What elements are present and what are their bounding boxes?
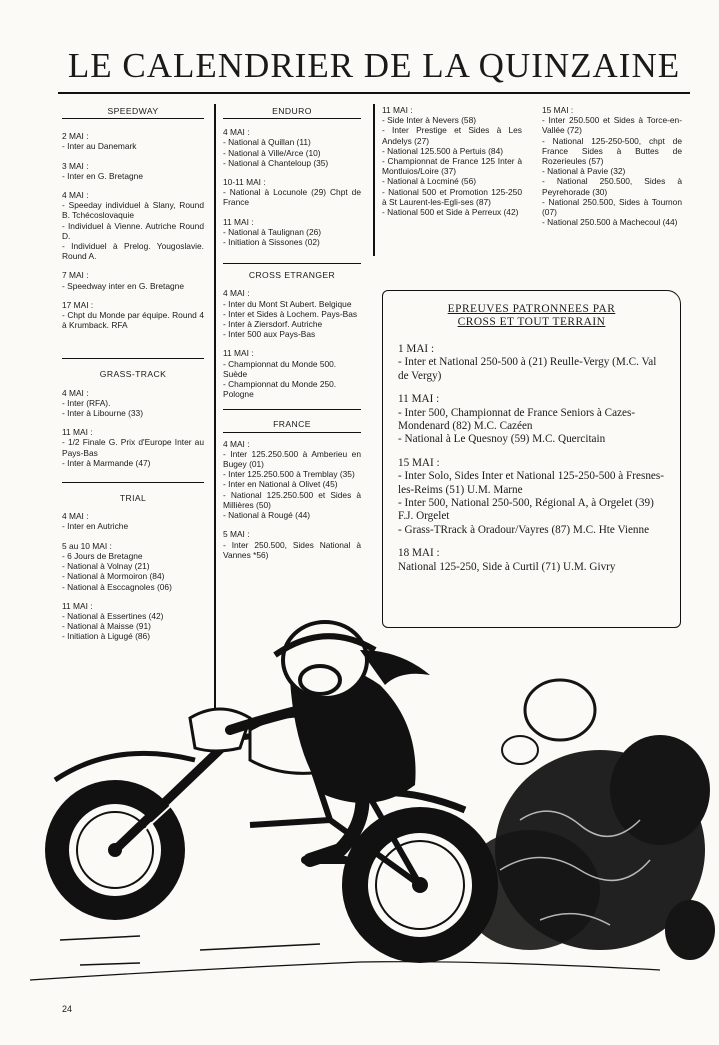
section-heading-france: FRANCE: [273, 419, 311, 430]
title-rule: [58, 92, 690, 94]
enduro-list: [223, 127, 361, 247]
list-item: 5 au 10 MAI : - 6 Jours de Bretagne - National à Volnay (21) - National à Mormoiron (84) - National à Esccagnoles (06): [62, 540, 172, 592]
list-item: 17 MAI : - Chpt du Monde par équipe. Round 4 à Krumback. RFA: [62, 299, 204, 331]
section-heading-enduro: ENDURO: [272, 106, 312, 116]
column-cross-11-mai: [382, 105, 522, 217]
column-cross-15-mai: [542, 105, 682, 227]
box-list: [398, 343, 666, 584]
section-divider: [62, 482, 204, 483]
list-item: 7 MAI : - Speedway inter en G. Bretagne: [62, 270, 184, 291]
list-item: 2 MAI : - Inter au Danemark: [62, 131, 137, 152]
section-heading-grass-track: GRASS-TRACK: [99, 369, 167, 380]
list-item: 11 MAI : - National à Taulignan (26) - Initiation à Sissones (02): [223, 216, 322, 248]
list-item: 1 MAI : - Inter et National 250-500 à (21) Reulle-Vergy (M.C. Val de Vergy): [398, 343, 657, 382]
list-item: 10-11 MAI : - National à Locunole (29) Chpt de France: [223, 177, 361, 208]
france-list: [223, 439, 361, 560]
list-item: 4 MAI : - Inter (RFA). - Inter à Libourne (33): [62, 387, 144, 419]
column-enduro-cross-france: [223, 106, 361, 560]
list-item: 11 MAI : - Inter 500, Championnat de France Seniors à Cazes-Mondenard (82) M.C. Cazéen - National à Le Quesnoy (59) M.C. Quercitain: [398, 393, 636, 446]
ground-line: [30, 962, 660, 980]
list-item: 11 MAI : - National à Essertines (42) - National à Maisse (91) - Initiation à Ligugé (86): [62, 600, 164, 642]
goggles: [300, 666, 340, 694]
list-item: 5 MAI : - Inter 250.500, Sides National à Vannes *56): [223, 529, 361, 560]
list-item: 4 MAI : - Speeday individuel à Slany, Round B. Tchécoslovaquie - Individuel à Vienne. Autriche Round D. - Individuel à Prelog. Yougoslavie. Round A.: [62, 190, 204, 262]
grass-track-list: [62, 388, 204, 468]
list-item: 18 MAI : National 125-250, Side à Curtil (71) U.M. Givry: [398, 547, 616, 573]
section-heading-speedway: SPEEDWAY: [107, 106, 159, 116]
list-item: 4 MAI : - Inter du Mont St Aubert. Belgique - Inter et Sides à Lochem. Pays-Bas - Inter à Ziersdorf. Autriche - Inter 500 aux Pays-Bas: [223, 288, 358, 340]
section-heading-trial: TRIAL: [119, 493, 147, 504]
speed-lines: [60, 936, 320, 965]
section-divider: [223, 263, 361, 264]
section-divider: [62, 118, 204, 119]
front-fender: [55, 753, 195, 780]
page-number: 24: [62, 1004, 73, 1014]
section-divider: [223, 409, 361, 410]
list-item: 15 MAI : - Inter 250.500 et Sides à Torce-en-Vallée (72) - National 125-250-500, chpt de France Sides à Buttes de Rozerieules (57) - National à Pavie (32) - National 250.500, Sides à Peyrehorade (30) - National 250.500, Sides à Tournon (07) - National 250.500 à Machecoul (44): [542, 105, 682, 228]
column-speedway-grass-trial: [62, 106, 204, 642]
list-item: 4 MAI : - National à Quillan (11) - National à Ville/Arce (10) - National à Chanteloup (35): [223, 127, 329, 168]
column-divider: [373, 104, 375, 256]
section-heading-cross-etranger: CROSS ETRANGER: [248, 270, 336, 281]
list-item: 11 MAI : - 1/2 Finale G. Prix d'Europe Inter au Pays-Bas - Inter à Marmande (47): [62, 427, 204, 468]
section-divider: [62, 358, 204, 359]
section-divider: [223, 118, 361, 119]
list-item: 11 MAI : - Championnat du Monde 500. Suède - Championnat du Monde 250. Pologne: [223, 348, 337, 400]
speedway-list: [62, 131, 204, 330]
list-item: 11 MAI : - Side Inter à Nevers (58) - Inter Prestige et Sides à Les Andelys (27) - National 125.500 à Pertuis (84) - Championnat de France 125 Inter à Montluios/Loire (37) - National à Locminé (56) - National 500 et Promotion 125-250 à St Laurent-les-Egli-ses (87) - National 500 et Side à Perreux (42): [382, 105, 522, 218]
cross-etranger-list: [223, 288, 361, 399]
box-heading: EPREUVES PATRONNEES PAR CROSS ET TOUT TERRAIN: [447, 303, 616, 328]
motocross-rider-illustration: [0, 620, 719, 1020]
list-item: 4 MAI : - Inter en Autriche: [62, 511, 129, 532]
section-divider: [223, 432, 361, 433]
page-title: LE CALENDRIER DE LA QUINZAINE: [67, 46, 681, 85]
list-item: 4 MAI : - Inter 125.250.500 à Amberieu en Bugey (01) - Inter 125.250.500 à Tremblay (35) - Inter en National à Olivet (45) - National 125.250.500 et Sides à Millières (50) - National à Rougé (44): [223, 438, 361, 521]
dust-cloud: [460, 680, 715, 960]
list-item: 3 MAI : - Inter en G. Bretagne: [62, 160, 144, 181]
sponsored-events-box: [382, 290, 681, 628]
list-item: 15 MAI : - Inter Solo, Sides Inter et National 125-250-500 à Fresnes-les-Reims (51) U.M. Marne - Inter 500, National 250-500, Régional A, à Orgelet (39) F.J. Orgelet - Grass-TRrack à Oradour/Vayres (87) M.C. Hte Vienne: [398, 456, 664, 536]
